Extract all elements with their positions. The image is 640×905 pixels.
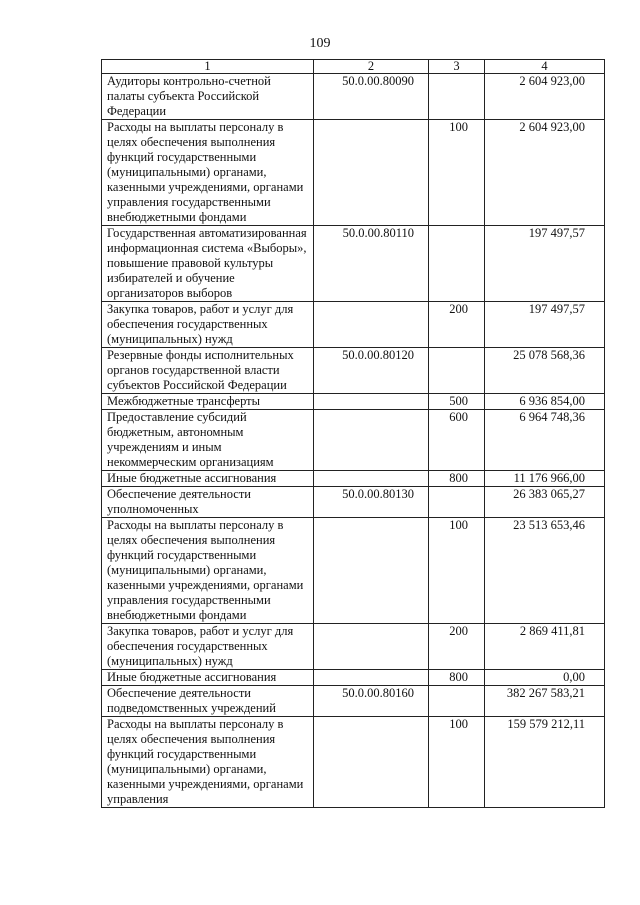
row-kind-cell: 100 (429, 518, 485, 624)
row-name-cell: Иные бюджетные ассигнования (102, 670, 314, 686)
row-name-cell: Аудиторы контрольно-счетной палаты субъекта Российской Федерации (102, 74, 314, 120)
row-code-cell (314, 624, 429, 670)
row-name-cell: Обеспечение деятельности уполномоченных (102, 487, 314, 518)
row-sum-cell: 2 604 923,00 (485, 120, 605, 226)
row-code-cell (314, 394, 429, 410)
page-number: 109 (309, 36, 331, 51)
column-header-3: 3 (429, 60, 485, 74)
row-code-cell: 50.0.00.80110 (314, 226, 429, 302)
table-row (102, 471, 605, 487)
table-row (102, 717, 605, 808)
row-kind-cell: 600 (429, 410, 485, 471)
row-name-cell: Обеспечение деятельности подведомственных учреждений (102, 686, 314, 717)
row-code-cell: 50.0.00.80130 (314, 487, 429, 518)
row-name-cell: Закупка товаров, работ и услуг для обеспечения государственных (муниципальных) нужд (102, 624, 314, 670)
row-name-cell: Межбюджетные трансферты (102, 394, 314, 410)
column-header-2: 2 (314, 60, 429, 74)
column-header-1: 1 (102, 60, 314, 74)
row-kind-cell: 100 (429, 120, 485, 226)
row-kind-cell: 800 (429, 471, 485, 487)
row-kind-cell (429, 686, 485, 717)
row-name-cell: Расходы на выплаты персоналу в целях обеспечения выполнения функций государственными (муниципальными) органами, казенными учреждениями, органами управления государственными внебюджетными фондами (102, 120, 314, 226)
table-header-row (102, 60, 605, 74)
table-row (102, 226, 605, 302)
row-sum-cell: 26 383 065,27 (485, 487, 605, 518)
row-sum-cell: 382 267 583,21 (485, 686, 605, 717)
row-kind-cell (429, 226, 485, 302)
row-name-cell: Резервные фонды исполнительных органов государственной власти субъектов Российской Федерации (102, 348, 314, 394)
row-code-cell (314, 518, 429, 624)
table-row (102, 518, 605, 624)
row-sum-cell: 197 497,57 (485, 226, 605, 302)
table-row (102, 686, 605, 717)
table-row (102, 74, 605, 120)
row-name-cell: Государственная автоматизированная информационная система «Выборы», повышение правовой культуры избирателей и обучение организаторов выборов (102, 226, 314, 302)
row-sum-cell: 2 604 923,00 (485, 74, 605, 120)
row-name-cell: Предоставление субсидий бюджетным, автономным учреждениям и иным некоммерческим организациям (102, 410, 314, 471)
row-sum-cell: 6 936 854,00 (485, 394, 605, 410)
table-row (102, 348, 605, 394)
column-header-4: 4 (485, 60, 605, 74)
row-code-cell (314, 120, 429, 226)
row-code-cell (314, 471, 429, 487)
row-kind-cell: 200 (429, 302, 485, 348)
row-sum-cell: 6 964 748,36 (485, 410, 605, 471)
row-code-cell (314, 410, 429, 471)
row-kind-cell: 100 (429, 717, 485, 808)
row-sum-cell: 159 579 212,11 (485, 717, 605, 808)
row-sum-cell: 197 497,57 (485, 302, 605, 348)
row-code-cell: 50.0.00.80090 (314, 74, 429, 120)
row-kind-cell: 500 (429, 394, 485, 410)
row-code-cell (314, 717, 429, 808)
row-name-cell: Расходы на выплаты персоналу в целях обеспечения выполнения функций государственными (муниципальными) органами, казенными учреждениями, органами управления государственными внебюджетными фондами (102, 518, 314, 624)
row-sum-cell: 2 869 411,81 (485, 624, 605, 670)
row-code-cell: 50.0.00.80120 (314, 348, 429, 394)
row-kind-cell: 800 (429, 670, 485, 686)
row-sum-cell: 23 513 653,46 (485, 518, 605, 624)
row-sum-cell: 11 176 966,00 (485, 471, 605, 487)
table-row (102, 410, 605, 471)
table-row (102, 394, 605, 410)
table-row (102, 624, 605, 670)
row-name-cell: Закупка товаров, работ и услуг для обеспечения государственных (муниципальных) нужд (102, 302, 314, 348)
table-row (102, 120, 605, 226)
row-name-cell: Расходы на выплаты персоналу в целях обеспечения выполнения функций государственными (муниципальными) органами, казенными учреждениями, органами управления (102, 717, 314, 808)
row-kind-cell (429, 74, 485, 120)
row-kind-cell (429, 348, 485, 394)
table-row (102, 487, 605, 518)
row-name-cell: Иные бюджетные ассигнования (102, 471, 314, 487)
row-sum-cell: 25 078 568,36 (485, 348, 605, 394)
row-kind-cell: 200 (429, 624, 485, 670)
table-row (102, 302, 605, 348)
budget-table (101, 59, 605, 808)
row-code-cell: 50.0.00.80160 (314, 686, 429, 717)
row-kind-cell (429, 487, 485, 518)
row-code-cell (314, 670, 429, 686)
row-sum-cell: 0,00 (485, 670, 605, 686)
table-row (102, 670, 605, 686)
row-code-cell (314, 302, 429, 348)
